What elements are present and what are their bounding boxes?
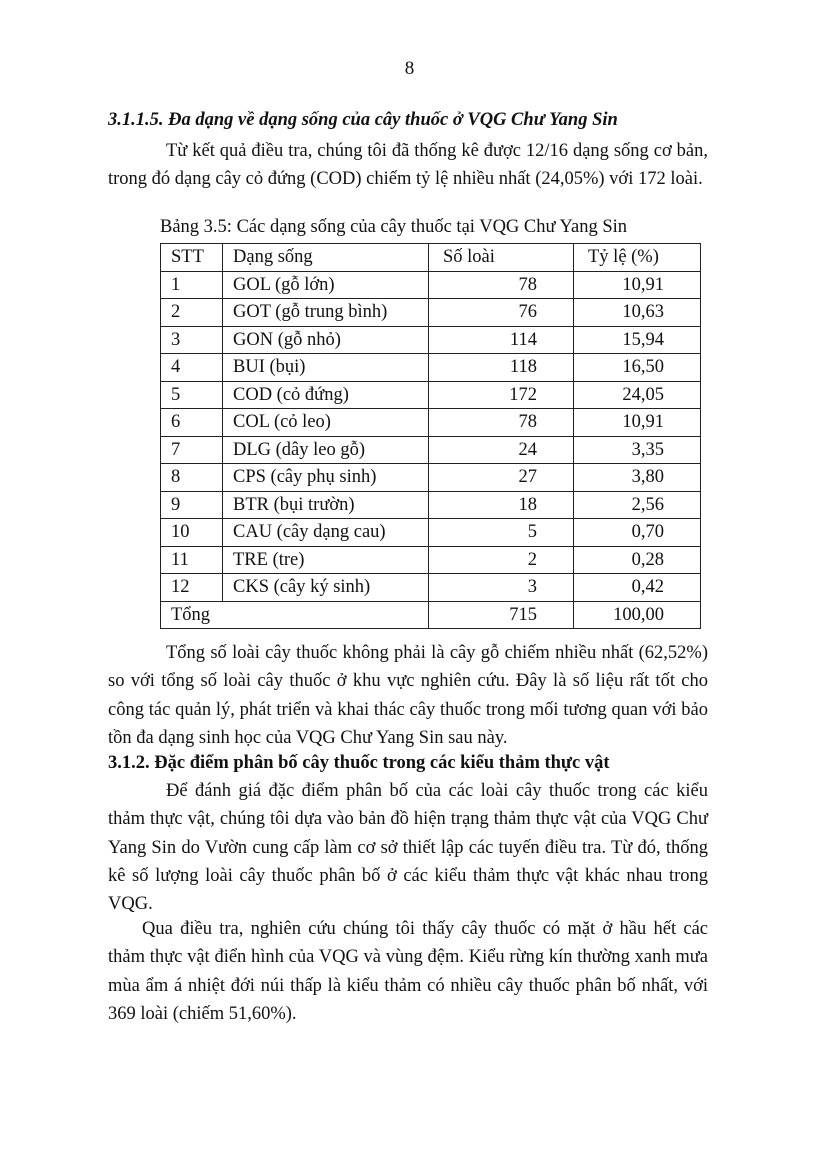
cell-life-form: CPS (cây phụ sinh) — [223, 464, 429, 492]
table-row — [161, 409, 701, 437]
cell-species-count: 2 — [429, 546, 574, 574]
cell-species-count: 78 — [429, 271, 574, 299]
cell-percentage: 0,70 — [574, 519, 701, 547]
cell-life-form: COL (cỏ leo) — [223, 409, 429, 437]
cell-life-form: GOT (gỗ trung bình) — [223, 299, 429, 327]
cell-total-percentage: 100,00 — [574, 601, 701, 629]
cell-species-count: 114 — [429, 326, 574, 354]
cell-life-form: BUI (bụi) — [223, 354, 429, 382]
section-2-paragraph-1: Để đánh giá đặc điểm phân bố của các loài cây thuốc trong các kiểu thảm thực vật, chúng tôi dựa vào bản đồ hiện trạng thảm thực vật của VQG Chư Yang Sin do Vườn cung cấp làm cơ sở thiết lập các tuyến điều tra. Từ đó, thống kê số lượng loài cây thuốc phân bố ở các kiểu thảm thực vật khác nhau trong VQG. — [108, 781, 708, 915]
cell-life-form: BTR (bụi trườn) — [223, 491, 429, 519]
cell-stt: 5 — [161, 381, 223, 409]
cell-percentage: 3,80 — [574, 464, 701, 492]
cell-life-form: CAU (cây dạng cau) — [223, 519, 429, 547]
cell-stt: 7 — [161, 436, 223, 464]
table-caption: Bảng 3.5: Các dạng sống của cây thuốc tại VQG Chư Yang Sin — [160, 217, 627, 237]
cell-species-count: 18 — [429, 491, 574, 519]
cell-stt: 3 — [161, 326, 223, 354]
cell-stt: 12 — [161, 574, 223, 602]
cell-percentage: 10,91 — [574, 271, 701, 299]
cell-life-form: COD (cỏ đứng) — [223, 381, 429, 409]
table-total-row — [161, 601, 701, 629]
cell-percentage: 24,05 — [574, 381, 701, 409]
cell-stt: 11 — [161, 546, 223, 574]
cell-percentage: 16,50 — [574, 354, 701, 382]
page-number: 8 — [404, 58, 415, 79]
paragraph-after-table: Tổng số loài cây thuốc không phải là cây gỗ chiếm nhiều nhất (62,52%) so với tổng số loài cây thuốc ở khu vực nghiên cứu. Đây là số liệu rất tốt cho công tác quản lý, phát triển và khai thác cây thuốc trong mối tương quan với bảo tồn đa dạng sinh học của VQG Chư Yang Sin sau này. — [108, 643, 708, 748]
cell-stt: 4 — [161, 354, 223, 382]
cell-stt: 6 — [161, 409, 223, 437]
table-row — [161, 464, 701, 492]
cell-stt: 2 — [161, 299, 223, 327]
section-heading-3-1-2: 3.1.2. Đặc điểm phân bố cây thuốc trong các kiểu thảm thực vật — [108, 753, 610, 773]
table-row — [161, 299, 701, 327]
table-row — [161, 519, 701, 547]
cell-percentage: 10,63 — [574, 299, 701, 327]
cell-percentage: 0,42 — [574, 574, 701, 602]
cell-stt: 9 — [161, 491, 223, 519]
table-row — [161, 271, 701, 299]
header-species-count: Số loài — [429, 244, 574, 272]
cell-species-count: 76 — [429, 299, 574, 327]
table-row — [161, 436, 701, 464]
cell-total-label: Tổng — [161, 601, 429, 629]
table-row — [161, 381, 701, 409]
cell-life-form: DLG (dây leo gỗ) — [223, 436, 429, 464]
cell-life-form: TRE (tre) — [223, 546, 429, 574]
section-2-paragraph-2: Qua điều tra, nghiên cứu chúng tôi thấy cây thuốc có mặt ở hầu hết các thảm thực vật điển hình của VQG và vùng đệm. Kiểu rừng kín thường xanh mưa mùa ẩm á nhiệt đới núi thấp là kiểu thảm có nhiều cây thuốc phân bố nhất, với 369 loài (chiếm 51,60%). — [108, 919, 708, 1024]
cell-species-count: 27 — [429, 464, 574, 492]
table-row — [161, 491, 701, 519]
cell-species-count: 118 — [429, 354, 574, 382]
section-1-paragraph: Từ kết quả điều tra, chúng tôi đã thống kê được 12/16 dạng sống cơ bản, trong đó dạng cây cỏ đứng (COD) chiếm tỷ lệ nhiều nhất (24,05%) với 172 loài. — [108, 141, 708, 190]
table-row — [161, 354, 701, 382]
cell-stt: 8 — [161, 464, 223, 492]
table-row — [161, 546, 701, 574]
cell-life-form: CKS (cây ký sinh) — [223, 574, 429, 602]
cell-species-count: 24 — [429, 436, 574, 464]
cell-percentage: 10,91 — [574, 409, 701, 437]
cell-percentage: 2,56 — [574, 491, 701, 519]
table-header-row — [161, 244, 701, 272]
table-row — [161, 326, 701, 354]
cell-total-count: 715 — [429, 601, 574, 629]
cell-species-count: 5 — [429, 519, 574, 547]
cell-species-count: 172 — [429, 381, 574, 409]
cell-percentage: 15,94 — [574, 326, 701, 354]
cell-percentage: 0,28 — [574, 546, 701, 574]
header-percentage: Tỷ lệ (%) — [574, 244, 701, 272]
cell-species-count: 3 — [429, 574, 574, 602]
header-stt: STT — [161, 244, 223, 272]
cell-species-count: 78 — [429, 409, 574, 437]
section-heading-3-1-1-5: 3.1.1.5. Đa dạng về dạng sống của cây thuốc ở VQG Chư Yang Sin — [108, 110, 618, 130]
life-form-table — [160, 243, 701, 629]
table-row — [161, 574, 701, 602]
cell-life-form: GON (gỗ nhỏ) — [223, 326, 429, 354]
cell-percentage: 3,35 — [574, 436, 701, 464]
cell-stt: 10 — [161, 519, 223, 547]
cell-life-form: GOL (gỗ lớn) — [223, 271, 429, 299]
header-life-form: Dạng sống — [223, 244, 429, 272]
cell-stt: 1 — [161, 271, 223, 299]
